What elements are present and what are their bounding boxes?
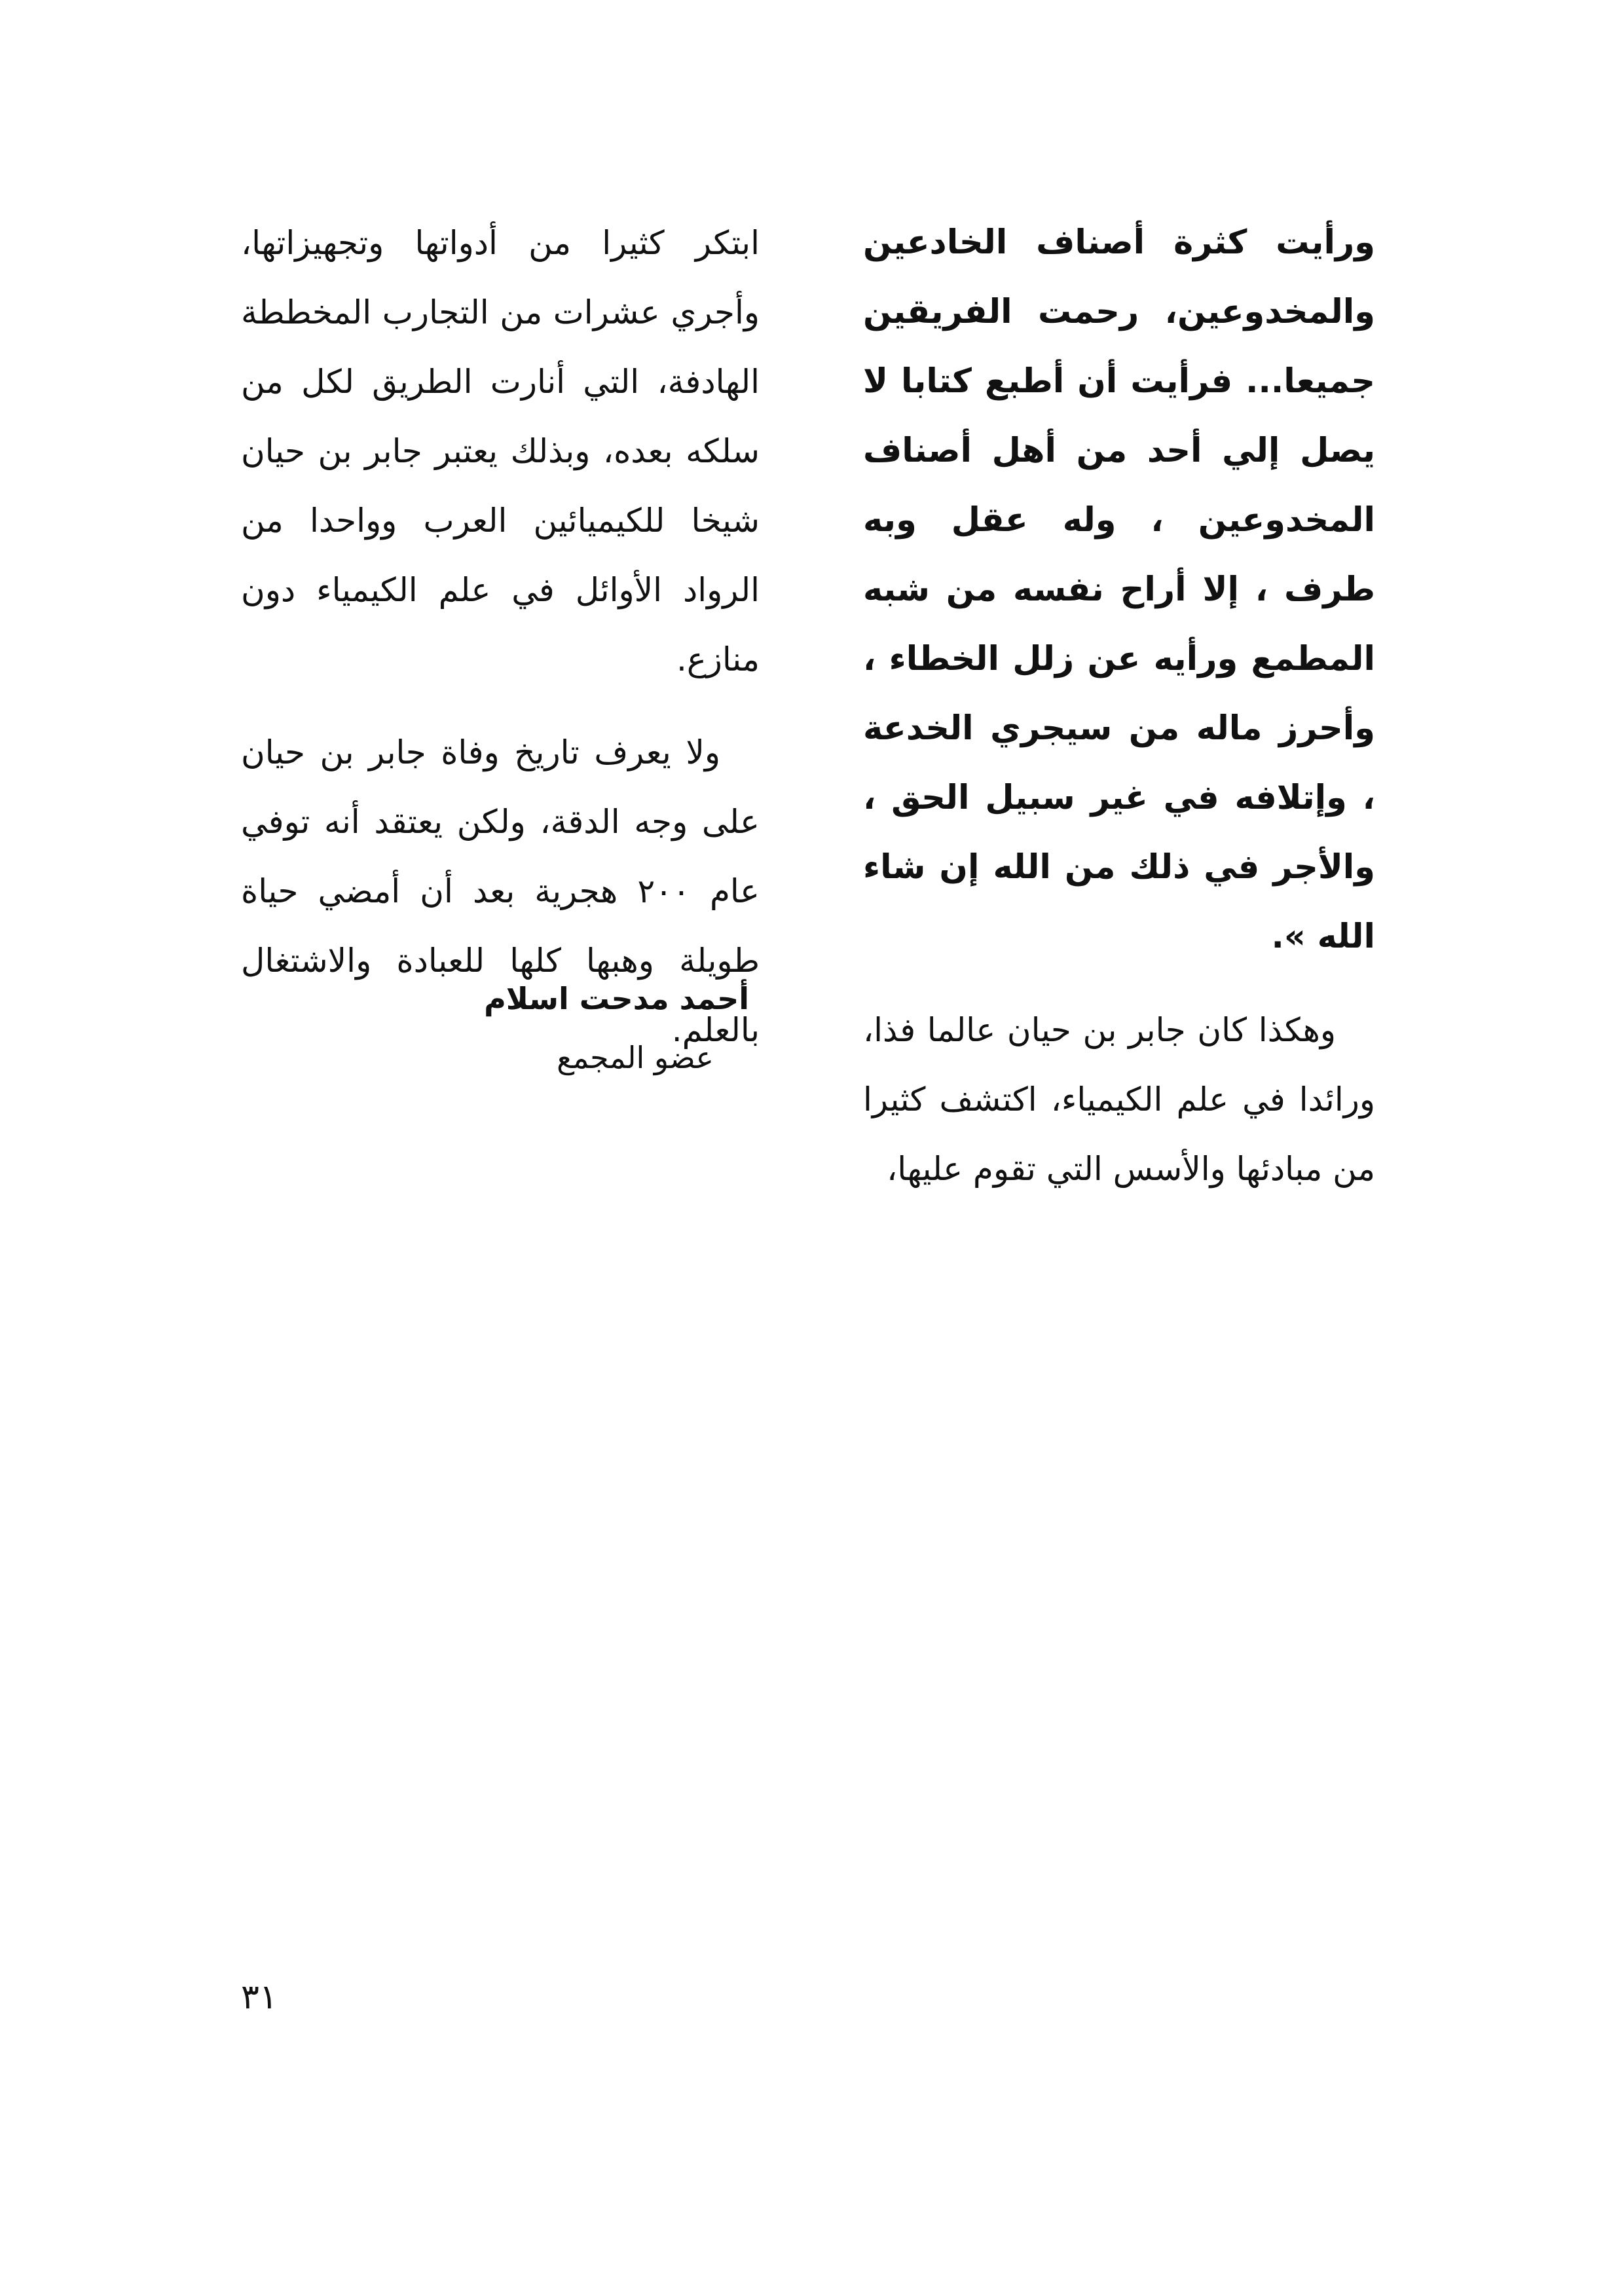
page-number: ٣١ [241, 1978, 278, 2017]
quote-paragraph: ورأيت كثرة أصناف الخادعين والمخدوعين، رحمت الفريقين جميعا... فرأيت أن أطبع كتابا لا يصل إلي أحد من أهل أصناف المخدوعين ، وله عقل وبه طرف ، إلا أراح نفسه من شبه المطمع ورأيه عن زلل الخطاء ، وأحرز ماله من سيجري الخدعة ، وإتلافه في غير سبيل الحق ، والأجر في ذلك من الله إن شاء الله ». [863, 223, 1375, 956]
right-column [863, 208, 1375, 1227]
author-name: أحمد مدحت اسلام [484, 981, 749, 1016]
death-paragraph: ولا يعرف تاريخ وفاة جابر بن حيان على وجه الدقة، ولكن يعتقد أنه توفي عام ٢٠٠ هجرية بعد أن أمضي حياة طويلة وهبها كلها للعبادة والاشتغال بالعلم. [241, 733, 760, 1049]
continuation-paragraph: ابتكر كثيرا من أدواتها وتجهيزاتها، وأجري عشرات من التجارب المخططة الهادفة، التي أنارت الطريق لكل من سلكه بعده، وبذلك يعتبر جابر بن حيان شيخا للكيميائين العرب وواحدا من الرواد الأوائل في علم الكيمياء دون منازع. [241, 224, 760, 678]
signature-block [241, 969, 760, 1087]
body-paragraph: وهكذا كان جابر بن حيان عالما فذا، ورائدا في علم الكيمياء، اكتشف كثيرا من مبادئها والأسس التي تقوم عليها، [863, 1011, 1375, 1188]
author-title: عضو المجمع [557, 1040, 714, 1075]
left-column [241, 208, 760, 1088]
